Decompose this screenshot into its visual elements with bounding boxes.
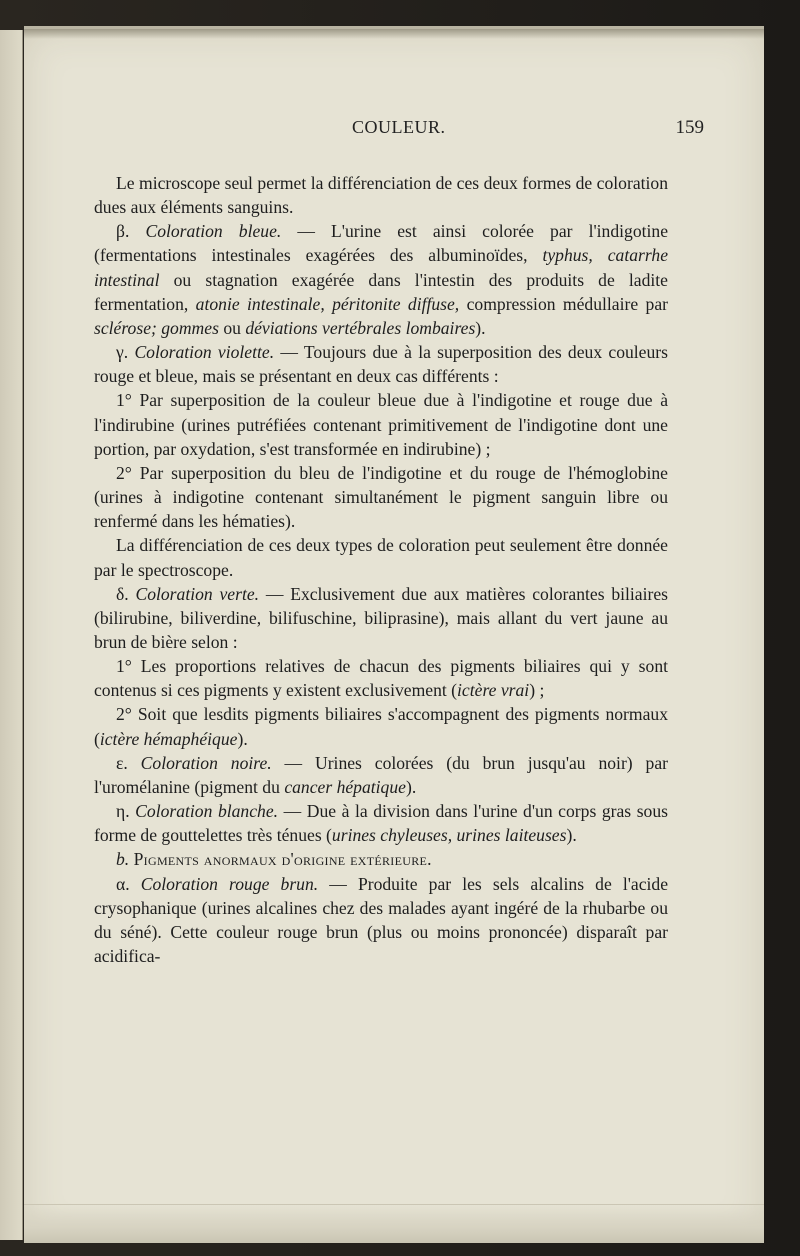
paragraph	[94, 582, 668, 654]
page-number: 159	[675, 117, 704, 138]
page-bottom-edge	[24, 1204, 764, 1243]
running-head	[84, 117, 704, 143]
text-run: — Due à la division dans l'urine d'un corps gras sous forme de gouttelettes très ténues (	[94, 801, 668, 846]
text-run: Le microscope seul permet la différenciation de ces deux formes de coloration dues aux éléments sanguins.	[94, 173, 668, 218]
italic-run: déviations vertébrales lombaires	[245, 317, 476, 338]
text-run: ).	[405, 776, 417, 797]
paragraph	[94, 461, 668, 533]
paragraph	[94, 847, 668, 871]
paragraph	[94, 872, 668, 969]
text-run: 1° Par superposition de la couleur bleue due à l'indigotine et rouge due à l'indirubine (urines putréfiées contenant primitivement de l'indigotine dont une portion, par oxydation, s'est transformée en indirubine) ;	[94, 390, 668, 459]
text-run: — Exclusivement due aux matières colorantes biliaires (bilirubine, biliverdine, bilifuschine, biliprasine), mais allant du vert jaune au brun de bière selon :	[94, 583, 668, 652]
italic-run: Coloration rouge brun.	[140, 873, 319, 894]
text-run: ou stagnation exagérée dans l'intestin des produits de ladite fermentation,	[94, 269, 668, 314]
paragraph	[94, 654, 668, 702]
paragraph	[94, 219, 668, 340]
italic-run: Coloration noire.	[140, 752, 272, 773]
italic-run: b.	[116, 849, 134, 870]
text-run: — Produite par les sels alcalins de l'acide crysophanique (urines alcalines chez des malades ayant ingéré de la rhubarbe ou du séné). Cette couleur rouge brun (plus ou moins prononcée) disparaît par acidifica-	[94, 873, 669, 966]
text-run: compression médullaire par	[459, 293, 668, 314]
text-run: 2° Soit que lesdits pigments biliaires s'accompagnent des pigments normaux (	[94, 704, 668, 749]
italic-run: Coloration verte.	[135, 583, 260, 604]
text-run: ).	[566, 825, 577, 846]
text-run: Pigments anormaux d'origine extérieure.	[133, 849, 432, 870]
paragraph	[94, 799, 668, 847]
paragraph	[94, 340, 668, 388]
body-text	[94, 171, 668, 968]
previous-page-edge	[0, 30, 23, 1240]
italic-run: atonie intestinale, péritonite diffuse,	[195, 293, 460, 314]
paragraph	[94, 702, 668, 750]
italic-run: urines chyleuses, urines laiteuses	[331, 825, 567, 846]
italic-run: sclérose; gommes	[94, 317, 219, 338]
text-run: ).	[237, 728, 248, 749]
book-page	[24, 26, 764, 1243]
text-run: — Toujours due à la superposition des deux couleurs rouge et bleue, mais se présentant en deux cas différents :	[94, 342, 668, 387]
text-run: 1° Les proportions relatives de chacun des pigments biliaires qui y sont contenus si ces pigments y existent exclusivement (	[94, 656, 668, 701]
running-title: COULEUR.	[352, 117, 446, 137]
italic-run: Coloration blanche.	[135, 801, 279, 822]
page-top-shadow	[24, 29, 764, 39]
paragraph	[94, 533, 668, 581]
text-run: — L'urine est ainsi colorée par l'indigotine (fermentations intestinales exagérées des albuminoïdes,	[94, 221, 669, 266]
text-run: ).	[475, 317, 486, 338]
italic-run: Coloration violette.	[134, 342, 275, 363]
text-run: η.	[116, 801, 136, 822]
text-run: δ.	[116, 583, 136, 604]
text-run: ε.	[116, 752, 141, 773]
text-run: — Urines colorées (du brun jusqu'au noir) par l'uromélanine (pigment du	[94, 752, 668, 797]
text-run: β.	[116, 221, 146, 242]
text-run: La différenciation de ces deux types de coloration peut seulement être donnée par le spectroscope.	[94, 535, 668, 580]
paragraph	[94, 171, 668, 219]
paragraph	[94, 388, 668, 460]
italic-run: cancer hépatique	[284, 776, 406, 797]
text-run: γ.	[116, 342, 135, 363]
paragraph	[94, 751, 668, 799]
text-run: 2° Par superposition du bleu de l'indigotine et du rouge de l'hémoglobine (urines à indigotine contenant simultanément le pigment sanguin libre ou renfermé dans les hématies).	[94, 462, 668, 532]
italic-run: typhus, catarrhe intestinal	[94, 245, 668, 290]
italic-run: Coloration bleue.	[145, 221, 282, 242]
italic-run: ictère vrai	[457, 680, 530, 701]
text-run: α.	[116, 873, 141, 894]
text-run: ) ;	[529, 680, 545, 701]
italic-run: ictère hémaphéique	[99, 728, 238, 749]
text-run: ou	[218, 317, 246, 338]
